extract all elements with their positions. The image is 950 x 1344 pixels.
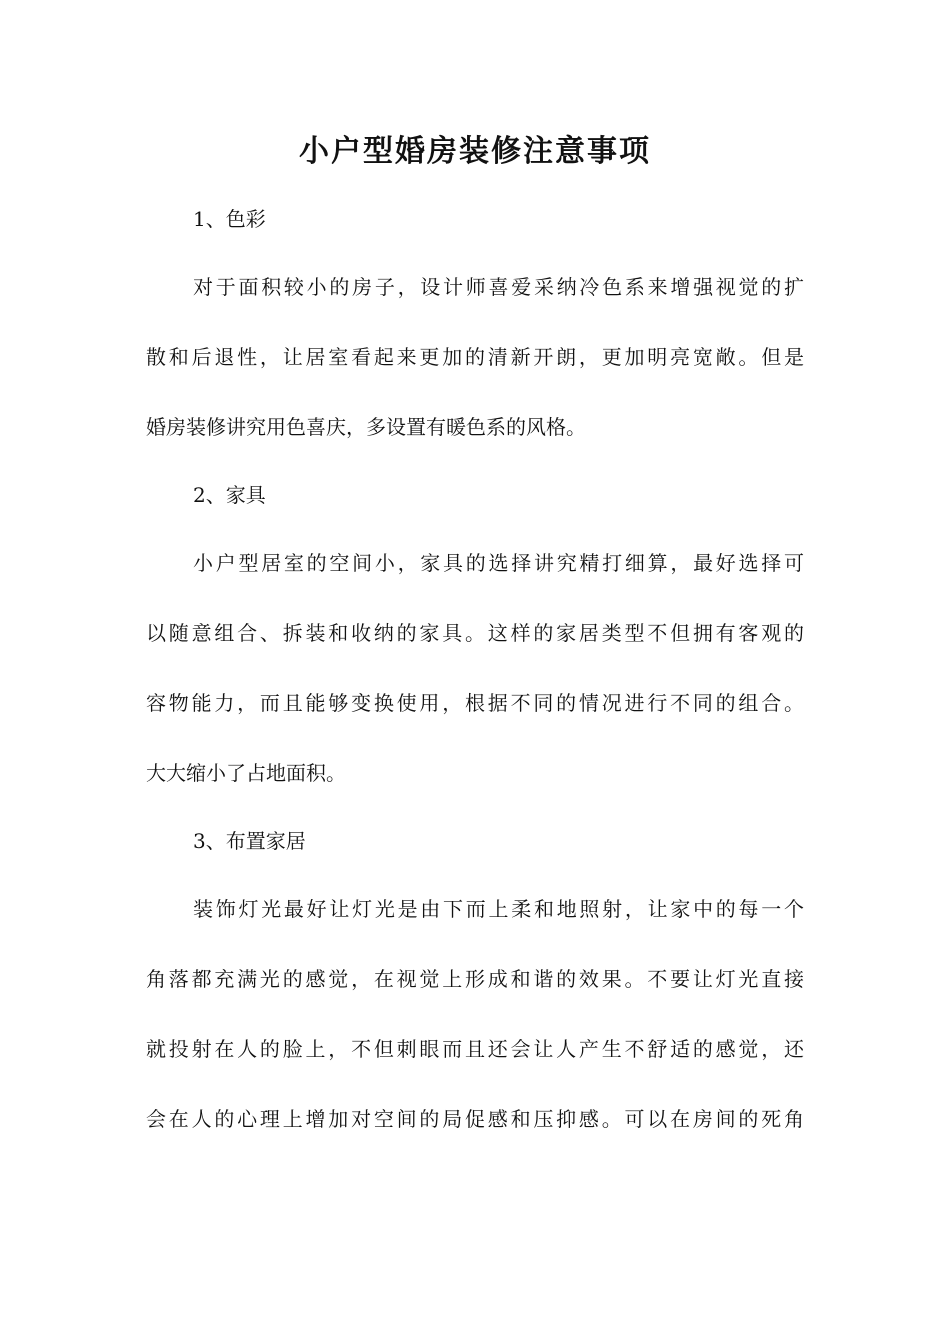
paragraph-line: 以随意组合、拆装和收纳的家具。这样的家居类型不但拥有客观的	[146, 621, 804, 645]
paragraph-line: 就投射在人的脸上，不但刺眼而且还会让人产生不舒适的感觉，还	[146, 1037, 804, 1061]
paragraph-line: 大大缩小了占地面积。	[146, 761, 346, 785]
document-title: 小户型婚房装修注意事项	[299, 134, 651, 169]
paragraph-line: 小户型居室的空间小，家具的选择讲究精打细算，最好选择可	[193, 551, 804, 575]
paragraph-line: 散和后退性，让居室看起来更加的清新开朗，更加明亮宽敞。但是	[146, 345, 804, 369]
section-heading-decor: 3、布置家居	[193, 829, 306, 853]
paragraph-line: 容物能力，而且能够变换使用，根据不同的情况进行不同的组合。	[146, 691, 804, 715]
paragraph-line: 装饰灯光最好让灯光是由下而上柔和地照射，让家中的每一个	[193, 897, 804, 921]
section-heading-furniture: 2、家具	[193, 483, 266, 507]
paragraph-line: 角落都充满光的感觉，在视觉上形成和谐的效果。不要让灯光直接	[146, 967, 804, 991]
paragraph-line: 婚房装修讲究用色喜庆，多设置有暖色系的风格。	[146, 415, 586, 439]
section-heading-color: 1、色彩	[193, 207, 266, 231]
paragraph-line: 对于面积较小的房子，设计师喜爱采纳冷色系来增强视觉的扩	[193, 275, 804, 299]
paragraph-line: 会在人的心理上增加对空间的局促感和压抑感。可以在房间的死角	[146, 1107, 804, 1131]
